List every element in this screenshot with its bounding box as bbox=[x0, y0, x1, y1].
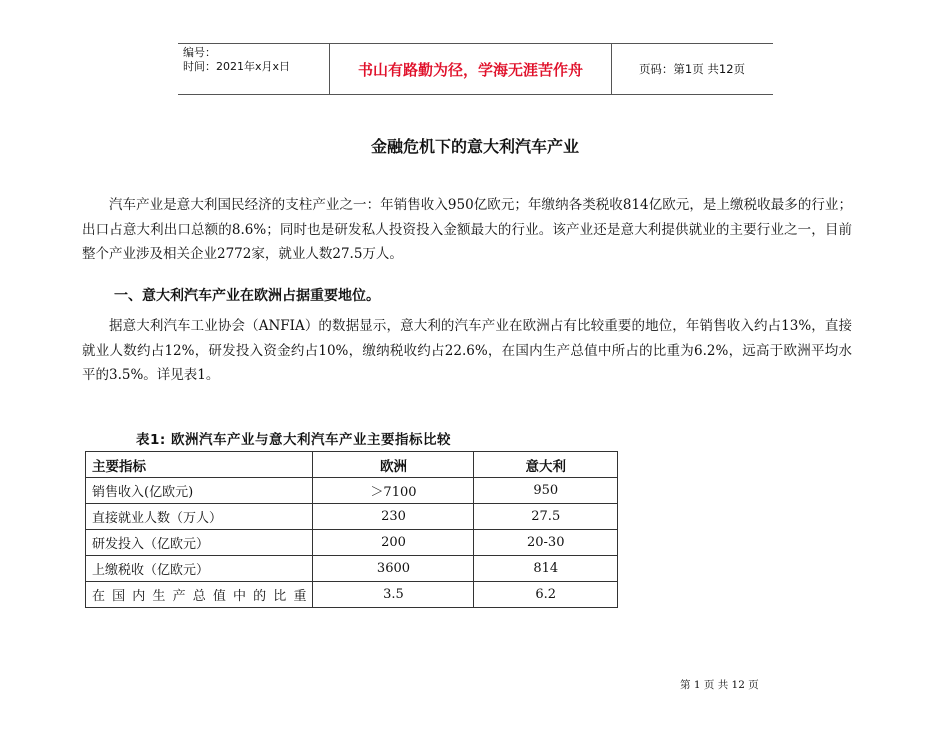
table-header-cell: 欧洲 bbox=[313, 452, 474, 478]
table-cell: 研发投入（亿欧元） bbox=[86, 530, 313, 556]
section-heading: 一、意大利汽车产业在欧洲占据重要地位。 bbox=[114, 288, 380, 304]
table-row bbox=[86, 530, 618, 556]
table-cell: 6.2 bbox=[474, 582, 618, 608]
header-serial-label: 编号： bbox=[183, 46, 216, 59]
document-title: 金融危机下的意大利汽车产业 bbox=[370, 137, 579, 156]
table-cell: 950 bbox=[474, 478, 618, 504]
table-cell: 27.5 bbox=[474, 504, 618, 530]
table-cell: 3600 bbox=[313, 556, 474, 582]
table-cell: 直接就业人数（万人） bbox=[86, 504, 313, 530]
header-date: 时间：2021年x月x日 bbox=[183, 60, 291, 73]
table-cell: 20-30 bbox=[474, 530, 618, 556]
table-cell: 814 bbox=[474, 556, 618, 582]
table-cell: 3.5 bbox=[313, 582, 474, 608]
header-meta bbox=[183, 46, 290, 74]
table-cell: 200 bbox=[313, 530, 474, 556]
table-header-cell: 意大利 bbox=[474, 452, 618, 478]
indicator-table bbox=[85, 451, 618, 608]
table-cell: 230 bbox=[313, 504, 474, 530]
table-cell: ＞7100 bbox=[313, 478, 474, 504]
table-caption: 表1: 欧洲汽车产业与意大利汽车产业主要指标比较 bbox=[136, 432, 451, 448]
table-row bbox=[86, 478, 618, 504]
table-cell: 在国内生产总值中的比重 bbox=[86, 582, 313, 608]
table-cell: 上缴税收（亿欧元） bbox=[86, 556, 313, 582]
intro-paragraph: 汽车产业是意大利国民经济的支柱产业之一：年销售收入950亿欧元；年缴纳各类税收814亿欧元，是上缴税收最多的行业；出口占意大利出口总额的8.6%；同时也是研发私人投资投入金额最大的行业。该产业还是意大利提供就业的主要行业之一，目前整个产业涉及相关企业2772家，就业人数27.5万人。 bbox=[82, 197, 852, 262]
header-motto: 书山有路勤为径，学海无涯苦作舟 bbox=[357, 60, 583, 79]
footer-page-number: 第 1 页 共 12 页 bbox=[680, 679, 759, 691]
table-cell: 销售收入(亿欧元) bbox=[86, 478, 313, 504]
data-paragraph: 据意大利汽车工业协会（ANFIA）的数据显示，意大利的汽车产业在欧洲占有比较重要的地位，年销售收入约占13%，直接就业人数约占12%，研发投入资金约占10%，缴纳税收约占22.6%，在国内生产总值中所占的比重为6.2%，远高于欧洲平均水平的3.5%。详见表1。 bbox=[82, 318, 852, 383]
table-row bbox=[86, 582, 618, 608]
table-header-cell: 主要指标 bbox=[86, 452, 313, 478]
header-page-code: 页码：第1页 共12页 bbox=[638, 62, 746, 76]
table-row bbox=[86, 504, 618, 530]
table-row bbox=[86, 556, 618, 582]
table-header-row bbox=[86, 452, 618, 478]
